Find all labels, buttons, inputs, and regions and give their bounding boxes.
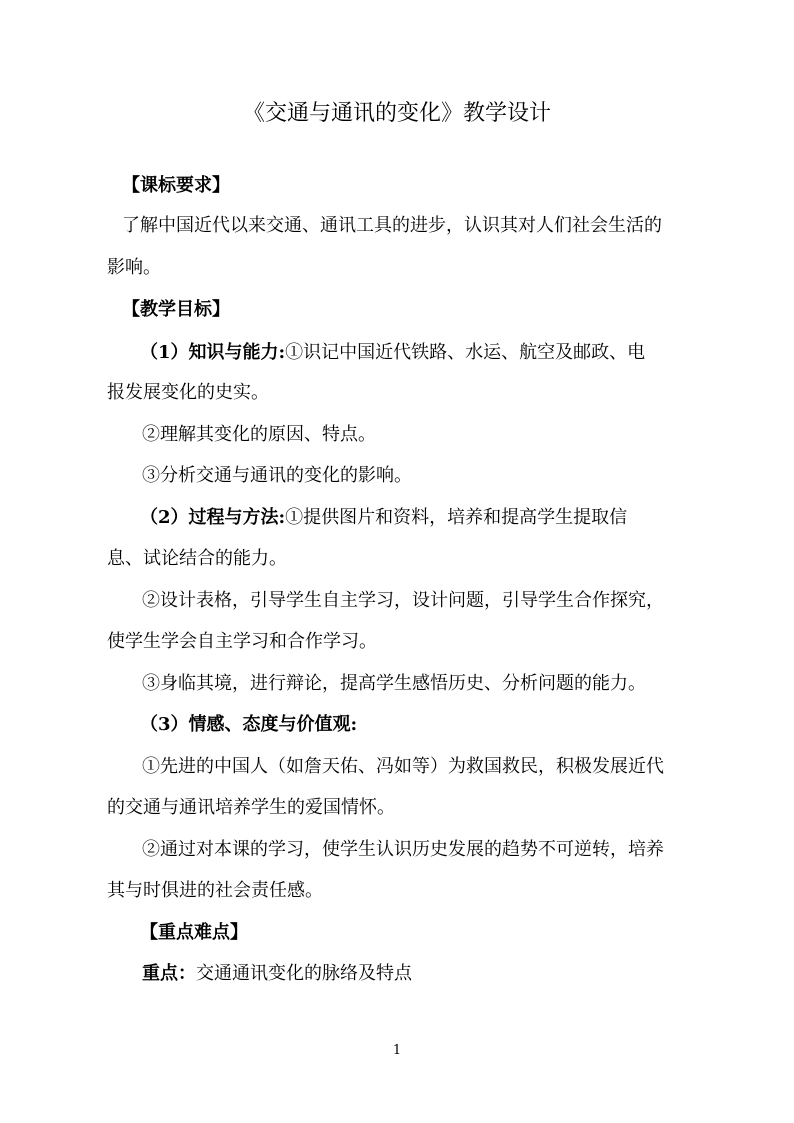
objective-values-point-2-line-2: 其与时俱进的社会责任感。 (107, 880, 323, 901)
curriculum-text-line-2: 影响。 (107, 257, 161, 278)
section-heading-curriculum: 【课标要求】 (122, 175, 230, 196)
objective-process-point-2-line-1: ②设计表格，引导学生自主学习，设计问题，引导学生合作探究， (142, 590, 664, 611)
objective-process-line-1 (140, 504, 627, 532)
page-title: 《交通与通讯的变化》教学设计 (242, 101, 551, 126)
objective-values-label: （3）情感、态度与价值观: (140, 714, 358, 735)
objective-knowledge-text: ①识记中国近代铁路、水运、航空及邮政、电 (285, 342, 646, 363)
objective-values-point-1-line-2: 的交通与通讯培养学生的爱国情怀。 (107, 797, 395, 818)
objective-process-point-3: ③身临其境，进行辩论，提高学生感悟历史、分析问题的能力。 (142, 673, 646, 694)
section-heading-key-points: 【重点难点】 (140, 922, 248, 943)
key-point-label: 重点： (142, 963, 196, 984)
objective-values-point-2-line-1: ②通过对本课的学习，使学生认识历史发展的趋势不可逆转，培养 (142, 839, 664, 860)
objective-values-point-1-line-1: ①先进的中国人（如詹天佑、冯如等）为救国救民，积极发展近代 (142, 756, 664, 777)
objective-process-point-2-line-2: 使学生学会自主学习和合作学习。 (107, 631, 377, 652)
objective-knowledge-label: （1）知识与能力: (140, 342, 286, 363)
objective-knowledge-point-2: ②理解其变化的原因、特点。 (142, 424, 376, 445)
page-number: 1 (392, 1043, 402, 1058)
objective-process-text: ①提供图片和资料，培养和提高学生提取信 (285, 507, 628, 528)
objective-knowledge-line-1 (140, 339, 645, 367)
key-point-line (142, 960, 412, 988)
objective-process-label: （2）过程与方法: (140, 507, 286, 528)
curriculum-text-line-1: 了解中国近代以来交通、通讯工具的进步，认识其对人们社会生活的 (122, 215, 662, 236)
section-heading-objectives: 【教学目标】 (122, 299, 230, 320)
objective-knowledge-line-2: 报发展变化的史实。 (107, 382, 269, 403)
key-point-text: 交通通讯变化的脉络及特点 (196, 963, 412, 984)
objective-process-line-2: 息、试论结合的能力。 (107, 548, 287, 569)
objective-knowledge-point-3: ③分析交通与通讯的变化的影响。 (142, 465, 412, 486)
